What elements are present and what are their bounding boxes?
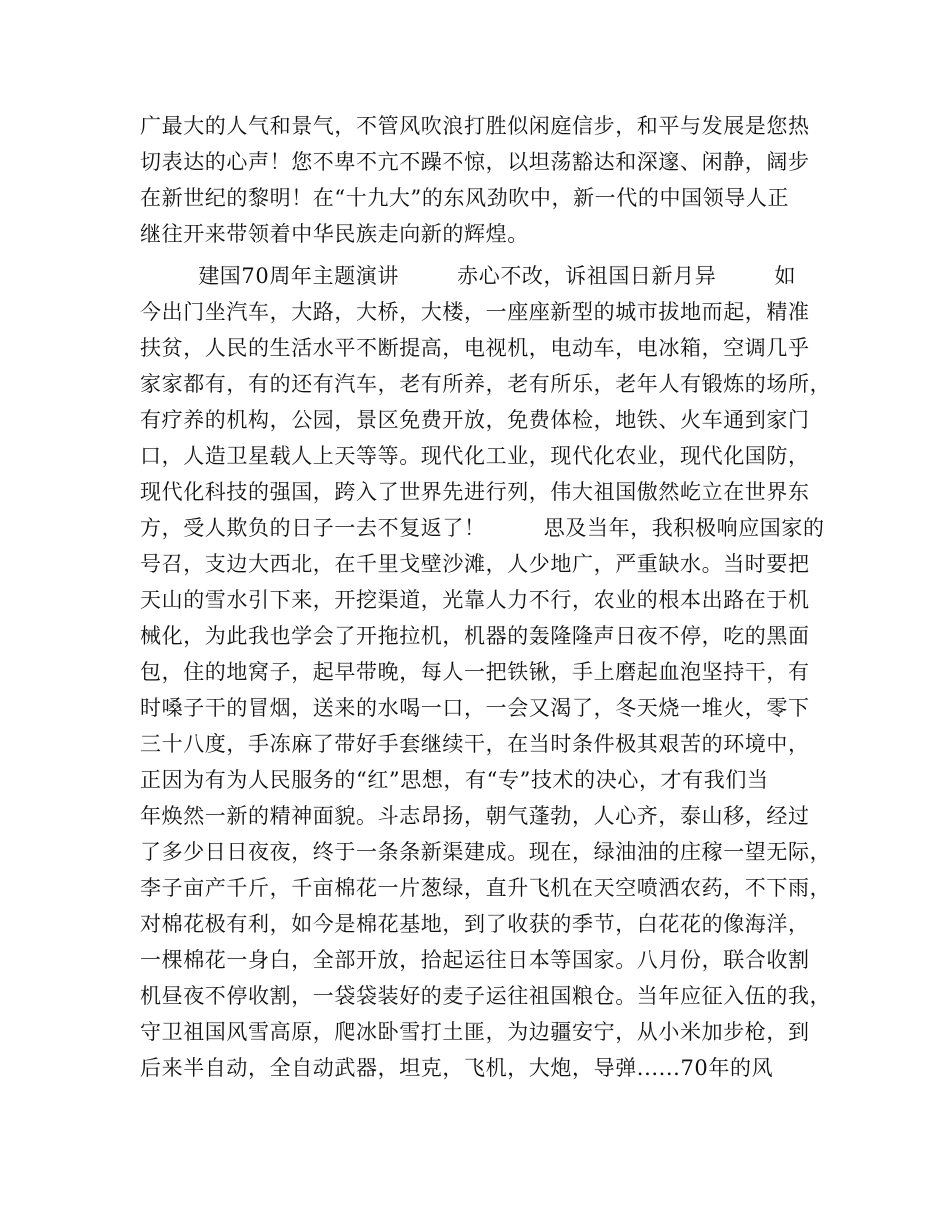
text-line: 械化，为此我也学会了开拖拉机，机器的轰隆隆声日夜不停，吃的黑面	[140, 624, 810, 648]
text-line: 现代化科技的强国，跨入了世界先进行列，伟大祖国傲然屹立在世界东	[140, 480, 810, 504]
text-line: 建国70周年主题演讲 赤心不改，诉祖国日新月异 如	[140, 264, 797, 288]
text-line: 今出门坐汽车，大路，大桥，大楼，一座座新型的城市拔地而起，精准	[140, 300, 810, 324]
text-line: 守卫祖国风雪高原，爬冰卧雪打土匪，为边疆安宁，从小米加步枪，到	[140, 1020, 810, 1044]
text-line: 后来半自动，全自动武器，坦克，飞机，大炮，导弹......70年的风	[140, 1056, 774, 1080]
text-line: 口，人造卫星载人上天等等。现代化工业，现代化农业，现代化国防，	[140, 444, 810, 468]
text-line: 年焕然一新的精神面貌。斗志昂扬，朝气蓬勃，人心齐，泰山移，经过	[140, 804, 810, 828]
text-line: 正因为有为人民服务的“红”思想，有“专”技术的决心，才有我们当	[140, 768, 769, 792]
text-line: 三十八度，手冻麻了带好手套继续干，在当时条件极其艰苦的环境中，	[140, 732, 810, 756]
text-line: 天山的雪水引下来，开挖渠道，光靠人力不行，农业的根本出路在于机	[140, 588, 810, 612]
text-line: 在新世纪的黎明！在“十九大”的东风劲吹中，新一代的中国领导人正	[140, 186, 790, 210]
text-line: 了多少日日夜夜，终于一条条新渠建成。现在，绿油油的庄稼一望无际，	[140, 840, 832, 864]
text-line: 号召，支边大西北，在千里戈壁沙滩，人少地广，严重缺水。当时要把	[140, 552, 810, 576]
text-line: 对棉花极有利，如今是棉花基地，到了收获的季节，白花花的像海洋，	[140, 912, 810, 936]
text-line: 机昼夜不停收割，一袋袋装好的麦子运往祖国粮仓。当年应征入伍的我，	[140, 984, 832, 1008]
text-line: 扶贫，人民的生活水平不断提高，电视机，电动车，电冰箱，空调几乎	[140, 336, 810, 360]
text-line: 有疗养的机构，公园，景区免费开放，免费体检，地铁、火车通到家门	[140, 408, 810, 432]
text-line: 方，受人欺负的日子一去不复返了！ 思及当年，我积极响应国家的	[140, 516, 825, 540]
text-line: 家家都有，有的还有汽车，老有所养，老有所乐，老年人有锻炼的场所，	[140, 372, 832, 396]
text-line: 继往开来带领着中华民族走向新的辉煌。	[140, 222, 529, 246]
text-line: 一棵棉花一身白，全部开放，拾起运往日本等国家。八月份，联合收割	[140, 948, 810, 972]
text-line: 时嗓子干的冒烟，送来的水喝一口，一会又渴了，冬天烧一堆火，零下	[140, 696, 810, 720]
paragraph-1	[140, 108, 820, 252]
text-line: 包，住的地窝子，起早带晚，每人一把铁锹，手上磨起血泡坚持干，有	[140, 660, 810, 684]
paragraph-2	[140, 258, 832, 1086]
text-line: 广最大的人气和景气，不管风吹浪打胜似闲庭信步，和平与发展是您热	[140, 114, 810, 138]
text-line: 切表达的心声！您不卑不亢不躁不惊，以坦荡豁达和深邃、闲静，阔步	[140, 150, 810, 174]
text-line: 李子亩产千斤，千亩棉花一片葱绿，直升飞机在天空喷洒农药，不下雨，	[140, 876, 832, 900]
